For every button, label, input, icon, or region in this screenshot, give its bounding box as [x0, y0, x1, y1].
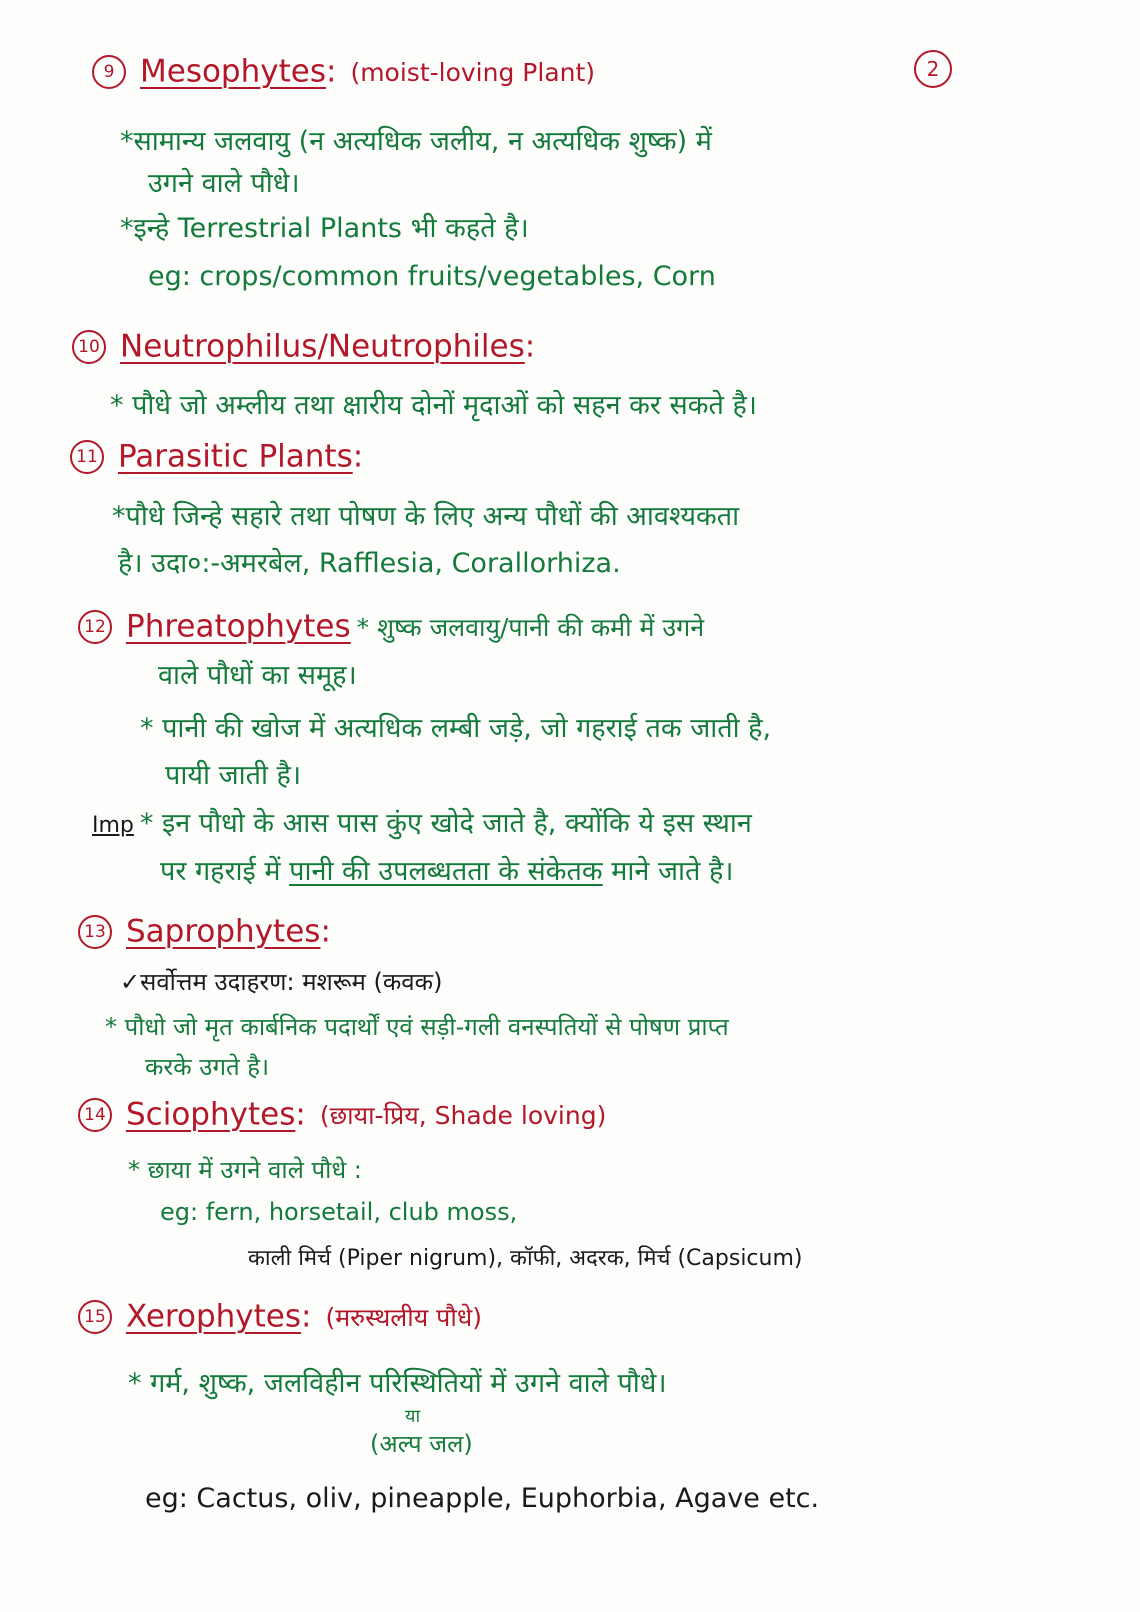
section-title: Mesophytes: [140, 53, 326, 90]
imp-text-prefix: पर गहराई में: [160, 856, 281, 887]
colon: :: [320, 913, 331, 950]
text-line: *इन्हे Terrestrial Plants भी कहते है।: [120, 213, 529, 244]
section-15-heading: [78, 1300, 482, 1334]
text-line: वाले पौधों का समूह।: [158, 660, 357, 691]
important-line-continued: [160, 858, 734, 885]
text-line: * पौधे जो अम्लीय तथा क्षारीय दोनों मृदाओं को सहन कर सकते है।: [110, 390, 758, 421]
section-subtitle: (छाया-प्रिय, Shade loving): [319, 1100, 607, 1130]
imp-text-underlined: पानी की उपलब्धतता के संकेतक: [289, 856, 603, 887]
imp-label: Imp: [92, 813, 134, 838]
page-number: 2: [914, 50, 952, 88]
section-title: Neutrophilus/Neutrophiles: [120, 328, 525, 365]
section-number: 11: [70, 440, 104, 474]
section-number: 15: [78, 1300, 112, 1334]
section-title: Phreatophytes: [126, 608, 351, 645]
section-number: 9: [92, 55, 126, 89]
text-line: (अल्प जल): [370, 1430, 473, 1458]
example-line: काली मिर्च (Piper nigrum), कॉफी, अदरक, मिर्च (Capsicum): [248, 1246, 803, 1271]
section-number: 14: [78, 1098, 112, 1132]
text-line: * पानी की खोज में अत्यधिक लम्बी जड़े, जो गहराई तक जाती है,: [140, 713, 772, 744]
important-line: [92, 810, 752, 837]
example-line: eg: Cactus, oliv, pineapple, Euphorbia, Agave etc.: [145, 1483, 820, 1514]
colon: :: [524, 328, 536, 365]
section-14-heading: [78, 1098, 606, 1132]
section-11-heading: [70, 440, 363, 474]
colon: :: [301, 1298, 312, 1335]
imp-text: * इन पौधो के आस पास कुंए खोदे जाते है, क्योंकि ये इस स्थान: [139, 808, 752, 839]
section-12-heading: [78, 610, 704, 644]
section-subtitle: (moist-loving Plant): [350, 57, 596, 87]
text-line: है। उदा०:-अमरबेल, Rafflesia, Corallorhiza.: [118, 548, 621, 579]
section-title: Xerophytes: [126, 1298, 301, 1335]
example-line: eg: crops/common fruits/vegetables, Corn: [148, 261, 716, 292]
text-line: करके उगते है।: [145, 1053, 270, 1081]
section-subtitle: (मरुस्थलीय पौधे): [325, 1302, 482, 1332]
text-line: ✓सर्वोत्तम उदाहरण: मशरूम (कवक): [120, 968, 443, 996]
section-number: 13: [78, 915, 112, 949]
section-10-heading: [72, 330, 535, 364]
text-line: * छाया में उगने वाले पौधे :: [128, 1156, 362, 1184]
section-number: 10: [72, 330, 106, 364]
imp-text-suffix: माने जाते है।: [611, 856, 734, 887]
section-number: 12: [78, 610, 112, 644]
colon: :: [352, 438, 364, 475]
section-title: Sciophytes: [126, 1096, 296, 1133]
example-line: eg: fern, horsetail, club moss,: [160, 1198, 518, 1226]
text-line: *सामान्य जलवायु (न अत्यधिक जलीय, न अत्यधिक शुष्क) में: [120, 126, 712, 157]
section-9-heading: [92, 55, 595, 89]
colon: :: [326, 53, 337, 90]
text-line: उगने वाले पौधे।: [148, 168, 300, 199]
text-line: या: [405, 1406, 421, 1427]
section-title: Saprophytes: [126, 913, 321, 950]
colon: :: [295, 1096, 306, 1133]
text-line: पायी जाती है।: [165, 760, 302, 791]
text-line: * पौधो जो मृत कार्बनिक पदार्थों एवं सड़ी-गली वनस्पतियों से पोषण प्राप्त: [105, 1013, 729, 1041]
text-line: * गर्म, शुष्क, जलविहीन परिस्थितियों में उगने वाले पौधे।: [128, 1368, 667, 1399]
text-line: *पौधे जिन्हे सहारे तथा पोषण के लिए अन्य पौधों की आवश्यकता: [112, 501, 740, 532]
inline-text: * शुष्क जलवायु/पानी की कमी में उगने: [356, 612, 705, 642]
section-title: Parasitic Plants: [118, 438, 353, 475]
section-13-heading: [78, 915, 331, 949]
